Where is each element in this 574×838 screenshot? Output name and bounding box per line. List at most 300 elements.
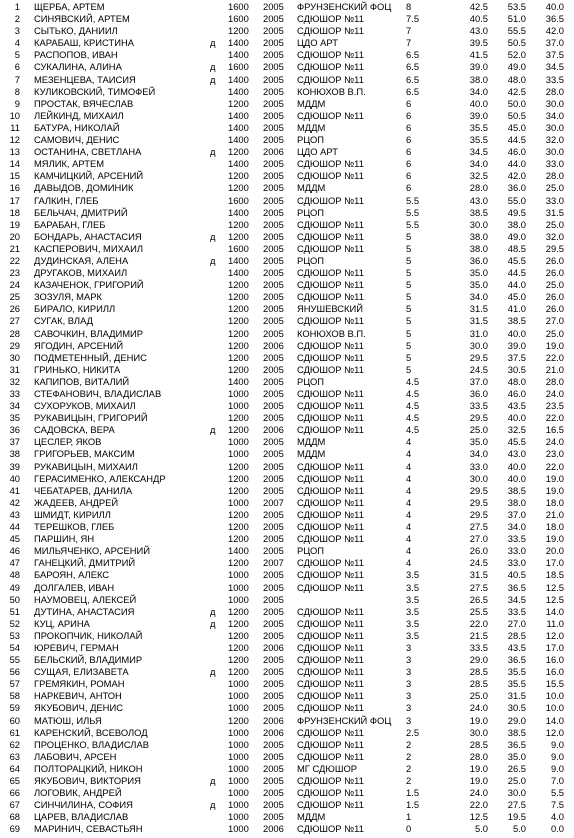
- table-row: [0, 473, 574, 485]
- tiebreak-1-cell: 24.0: [469, 702, 488, 714]
- player-name-cell: ГРЕМЯКИН, РОМАН: [34, 678, 125, 690]
- place-cell: 21: [9, 242, 20, 254]
- place-cell: 67: [9, 799, 20, 811]
- rating-cell: 1200: [228, 327, 249, 339]
- table-row: [0, 98, 574, 110]
- player-name-cell: КАРЕНСКИЙ, ВСЕВОЛОД: [34, 726, 148, 738]
- tiebreak-2-cell: 50.5: [507, 109, 526, 121]
- place-cell: 39: [9, 460, 20, 472]
- club-cell: РЦОП: [297, 206, 325, 218]
- rating-cell: 1400: [228, 37, 249, 49]
- player-name-cell: ЯКУБОВИЧ, ДЕНИС: [34, 702, 123, 714]
- club-cell: СДЮШОР №11: [297, 218, 364, 230]
- tiebreak-3-cell: 14.0: [545, 714, 564, 726]
- player-name-cell: САДОВСКА, ВЕРА: [34, 424, 115, 436]
- place-cell: 24: [9, 279, 20, 291]
- tiebreak-2-cell: 33.5: [507, 533, 526, 545]
- tiebreak-1-cell: 28.5: [469, 666, 488, 678]
- place-cell: 13: [9, 146, 20, 158]
- rating-cell: 1200: [228, 484, 249, 496]
- player-name-cell: КАСПЕРОВИЧ, МИХАИЛ: [34, 242, 144, 254]
- tiebreak-2-cell: 26.5: [507, 762, 526, 774]
- tiebreak-2-cell: 25.0: [507, 775, 526, 786]
- player-name-cell: РАСПОПОВ, ИВАН: [34, 49, 118, 61]
- club-cell: СДЮШОР №11: [297, 230, 364, 242]
- table-row: [0, 195, 574, 207]
- tiebreak-1-cell: 37.0: [469, 375, 488, 387]
- club-cell: КОНЮХОВ В.П.: [297, 85, 366, 97]
- rating-cell: 1000: [228, 738, 249, 750]
- tiebreak-2-cell: 34.0: [507, 521, 526, 533]
- place-cell: 63: [9, 750, 20, 762]
- tiebreak-1-cell: 34.0: [469, 85, 488, 97]
- player-name-cell: ЮРЕВИЧ, ГЕРМАН: [34, 641, 119, 653]
- tiebreak-3-cell: 34.5: [545, 61, 564, 73]
- club-cell: СДЮШОР №11: [297, 823, 364, 835]
- points-cell: 7: [406, 25, 412, 37]
- table-row: [0, 110, 574, 122]
- tiebreak-2-cell: 50.5: [507, 37, 526, 49]
- player-name-cell: ГАНЕЦКИЙ, ДМИТРИЙ: [34, 557, 136, 569]
- player-name-cell: СЫТЬКО, ДАНИИЛ: [34, 25, 118, 37]
- rating-cell: 1000: [228, 799, 249, 811]
- points-cell: 4: [406, 436, 412, 448]
- place-cell: 65: [9, 775, 20, 786]
- place-cell: 59: [9, 702, 20, 714]
- player-name-cell: БИРАЛО, КИРИЛЛ: [34, 303, 116, 315]
- tiebreak-1-cell: 30.0: [469, 726, 488, 738]
- rating-cell: 1200: [228, 25, 249, 37]
- tiebreak-2-cell: 40.0: [507, 327, 526, 339]
- rating-cell: 1200: [228, 97, 249, 109]
- table-row: [0, 122, 574, 134]
- points-cell: 5: [406, 363, 412, 375]
- tiebreak-2-cell: 45.5: [507, 254, 526, 266]
- tiebreak-2-cell: 35.0: [507, 750, 526, 762]
- table-row: [0, 170, 574, 182]
- table-row: [0, 400, 574, 412]
- tiebreak-3-cell: 18.0: [545, 496, 564, 508]
- player-name-cell: СУХОРУКОВ, МИХАИЛ: [34, 400, 136, 412]
- birth-year-cell: 2005: [263, 448, 284, 460]
- table-row: [0, 207, 574, 219]
- club-cell: РЦОП: [297, 134, 325, 146]
- table-row: [0, 811, 574, 823]
- club-cell: МДДМ: [297, 121, 326, 133]
- tiebreak-1-cell: 43.0: [469, 194, 488, 206]
- points-cell: 2: [406, 775, 412, 786]
- place-cell: 64: [9, 762, 20, 774]
- player-name-cell: БАРОЯН, АЛЕКС: [34, 569, 110, 581]
- tiebreak-1-cell: 19.0: [469, 714, 488, 726]
- tiebreak-2-cell: 39.0: [507, 339, 526, 351]
- club-cell: СДЮШОР №11: [297, 496, 364, 508]
- place-cell: 51: [9, 605, 20, 617]
- birth-year-cell: 2005: [263, 460, 284, 472]
- birth-year-cell: 2005: [263, 351, 284, 363]
- tiebreak-3-cell: 18.0: [545, 521, 564, 533]
- club-cell: СДЮШОР №11: [297, 412, 364, 424]
- table-row: [0, 739, 574, 751]
- player-name-cell: ЦЕСЛЕР, ЯКОВ: [34, 436, 102, 448]
- table-row: [0, 787, 574, 799]
- points-cell: 3.5: [406, 593, 420, 605]
- club-cell: МДДМ: [297, 97, 326, 109]
- rating-cell: 1200: [228, 654, 249, 666]
- place-cell: 42: [9, 496, 20, 508]
- place-cell: 2: [14, 13, 20, 25]
- table-row: [0, 654, 574, 666]
- place-cell: 12: [9, 134, 20, 146]
- player-name-cell: КАЗАЧЕНОК, ГРИГОРИЙ: [34, 279, 144, 291]
- tiebreak-1-cell: 34.5: [469, 146, 488, 158]
- table-row: [0, 49, 574, 61]
- club-cell: СДЮШОР №11: [297, 279, 364, 291]
- rating-cell: 1000: [228, 702, 249, 714]
- tiebreak-1-cell: 29.5: [469, 351, 488, 363]
- club-cell: СДЮШОР №11: [297, 49, 364, 61]
- player-name-cell: КАМЧИЦКИЙ, АРСЕНИЙ: [34, 170, 144, 182]
- birth-year-cell: 2005: [263, 569, 284, 581]
- tiebreak-1-cell: 12.5: [469, 811, 488, 823]
- points-cell: 6: [406, 158, 412, 170]
- birth-year-cell: 2005: [263, 412, 284, 424]
- birth-year-cell: 2005: [263, 400, 284, 412]
- club-cell: ЯНУШЕВСКИЙ: [297, 303, 363, 315]
- club-cell: СДЮШОР №11: [297, 799, 364, 811]
- player-name-cell: ДАВЫДОВ, ДОМИНИК: [34, 182, 134, 194]
- tiebreak-3-cell: 32.0: [545, 134, 564, 146]
- place-cell: 58: [9, 690, 20, 702]
- birth-year-cell: 2005: [263, 194, 284, 206]
- rating-cell: 1600: [228, 1, 249, 12]
- place-cell: 5: [14, 49, 20, 61]
- points-cell: 5: [406, 242, 412, 254]
- player-name-cell: ЛОГОВИК, АНДРЕЙ: [34, 787, 122, 799]
- rating-cell: 1200: [228, 363, 249, 375]
- table-row: [0, 86, 574, 98]
- club-cell: КОНЮХОВ В.П.: [297, 327, 366, 339]
- tiebreak-3-cell: 34.0: [545, 109, 564, 121]
- tiebreak-1-cell: 22.0: [469, 617, 488, 629]
- club-cell: СДЮШОР №11: [297, 726, 364, 738]
- tiebreak-3-cell: 9.0: [550, 750, 564, 762]
- gender-mark-cell: д: [210, 605, 216, 617]
- birth-year-cell: 2005: [263, 775, 284, 786]
- tiebreak-1-cell: 25.0: [469, 690, 488, 702]
- tiebreak-3-cell: 24.0: [545, 388, 564, 399]
- place-cell: 8: [14, 85, 20, 97]
- points-cell: 4: [406, 533, 412, 545]
- points-cell: 6: [406, 109, 412, 121]
- tiebreak-1-cell: 29.5: [469, 412, 488, 424]
- tiebreak-2-cell: 43.0: [507, 448, 526, 460]
- birth-year-cell: 2005: [263, 654, 284, 666]
- tiebreak-1-cell: 27.5: [469, 581, 488, 593]
- table-row: [0, 182, 574, 194]
- points-cell: 5: [406, 230, 412, 242]
- birth-year-cell: 2005: [263, 109, 284, 121]
- tiebreak-2-cell: 37.5: [507, 351, 526, 363]
- rating-cell: 1400: [228, 49, 249, 61]
- tiebreak-3-cell: 12.5: [545, 593, 564, 605]
- points-cell: 3: [406, 641, 412, 653]
- tiebreak-1-cell: 35.0: [469, 267, 488, 279]
- tiebreak-1-cell: 28.0: [469, 182, 488, 194]
- birth-year-cell: 2005: [263, 327, 284, 339]
- birth-year-cell: 2005: [263, 581, 284, 593]
- points-cell: 3.5: [406, 617, 420, 629]
- player-name-cell: МЕЗЕНЦЕВА, ТАИСИЯ: [34, 73, 136, 85]
- points-cell: 4.5: [406, 388, 420, 399]
- place-cell: 29: [9, 339, 20, 351]
- tiebreak-3-cell: 25.0: [545, 218, 564, 230]
- club-cell: СДЮШОР №11: [297, 194, 364, 206]
- tiebreak-3-cell: 31.5: [545, 206, 564, 218]
- rating-cell: 1600: [228, 61, 249, 73]
- points-cell: 3: [406, 666, 412, 678]
- table-row: [0, 557, 574, 569]
- club-cell: МДДМ: [297, 182, 326, 194]
- points-cell: 5: [406, 267, 412, 279]
- table-row: [0, 678, 574, 690]
- birth-year-cell: 2006: [263, 146, 284, 158]
- rating-cell: 1400: [228, 254, 249, 266]
- tiebreak-1-cell: 42.5: [469, 1, 488, 12]
- birth-year-cell: 2005: [263, 750, 284, 762]
- rating-cell: 1200: [228, 291, 249, 303]
- place-cell: 55: [9, 654, 20, 666]
- player-name-cell: ПРОКОПЧИК, НИКОЛАЙ: [34, 629, 143, 641]
- gender-mark-cell: д: [210, 424, 216, 436]
- tiebreak-3-cell: 0.0: [550, 823, 564, 835]
- tiebreak-2-cell: 19.5: [507, 811, 526, 823]
- tiebreak-1-cell: 28.0: [469, 750, 488, 762]
- points-cell: 4: [406, 496, 412, 508]
- birth-year-cell: 2005: [263, 254, 284, 266]
- rating-cell: 1200: [228, 170, 249, 182]
- club-cell: СДЮШОР №11: [297, 617, 364, 629]
- player-name-cell: ЖАДЕЕВ, АНДРЕЙ: [34, 496, 119, 508]
- player-name-cell: ГЕРАСИМЕНКО, АЛЕКСАНДР: [34, 472, 166, 484]
- points-cell: 5: [406, 279, 412, 291]
- tiebreak-2-cell: 38.0: [507, 218, 526, 230]
- points-cell: 1.5: [406, 799, 420, 811]
- points-cell: 4: [406, 448, 412, 460]
- birth-year-cell: 2005: [263, 49, 284, 61]
- points-cell: 3: [406, 654, 412, 666]
- tiebreak-1-cell: 24.5: [469, 363, 488, 375]
- tiebreak-2-cell: 32.5: [507, 424, 526, 436]
- points-cell: 6: [406, 97, 412, 109]
- place-cell: 27: [9, 315, 20, 327]
- table-row: [0, 315, 574, 327]
- player-name-cell: ПАРШИН, ЯН: [34, 533, 95, 545]
- club-cell: СДЮШОР №11: [297, 738, 364, 750]
- points-cell: 6.5: [406, 61, 420, 73]
- rating-cell: 1000: [228, 823, 249, 835]
- table-row: [0, 436, 574, 448]
- player-name-cell: ЛЕЙКИНД, МИХАИЛ: [34, 109, 124, 121]
- tiebreak-3-cell: 27.0: [545, 315, 564, 327]
- player-name-cell: ДРУГАКОВ, МИХАИЛ: [34, 267, 128, 279]
- birth-year-cell: 2005: [263, 279, 284, 291]
- tiebreak-3-cell: 19.0: [545, 472, 564, 484]
- rating-cell: 1400: [228, 73, 249, 85]
- player-name-cell: РУКАВИЦЫН, МИХАИЛ: [34, 460, 138, 472]
- club-cell: СДЮШОР №11: [297, 242, 364, 254]
- tiebreak-1-cell: 27.5: [469, 521, 488, 533]
- rating-cell: 1200: [228, 533, 249, 545]
- tiebreak-1-cell: 39.0: [469, 109, 488, 121]
- tiebreak-3-cell: 17.0: [545, 557, 564, 569]
- tiebreak-1-cell: 35.0: [469, 436, 488, 448]
- birth-year-cell: 2005: [263, 121, 284, 133]
- player-name-cell: БАТУРА, НИКОЛАЙ: [34, 121, 120, 133]
- table-row: [0, 412, 574, 424]
- tiebreak-3-cell: 22.0: [545, 351, 564, 363]
- tiebreak-2-cell: 33.0: [507, 545, 526, 557]
- tiebreak-3-cell: 40.0: [545, 1, 564, 12]
- player-name-cell: ГРИНЬКО, НИКИТА: [34, 363, 121, 375]
- tiebreak-3-cell: 23.5: [545, 400, 564, 412]
- tiebreak-3-cell: 12.5: [545, 581, 564, 593]
- rating-cell: 1200: [228, 351, 249, 363]
- tiebreak-3-cell: 28.0: [545, 85, 564, 97]
- player-name-cell: КАПИПОВ, ВИТАЛИЙ: [34, 375, 130, 387]
- birth-year-cell: 2005: [263, 37, 284, 49]
- player-name-cell: ГАЛКИН, ГЛЕБ: [34, 194, 99, 206]
- club-cell: МДДМ: [297, 436, 326, 448]
- tiebreak-3-cell: 20.0: [545, 545, 564, 557]
- table-row: [0, 509, 574, 521]
- tiebreak-3-cell: 16.0: [545, 654, 564, 666]
- tiebreak-2-cell: 38.5: [507, 484, 526, 496]
- tiebreak-3-cell: 7.0: [550, 775, 564, 786]
- place-cell: 36: [9, 424, 20, 436]
- place-cell: 53: [9, 629, 20, 641]
- club-cell: СДЮШОР №11: [297, 641, 364, 653]
- place-cell: 45: [9, 533, 20, 545]
- tiebreak-2-cell: 29.0: [507, 714, 526, 726]
- club-cell: СДЮШОР №11: [297, 424, 364, 436]
- tiebreak-3-cell: 9.0: [550, 762, 564, 774]
- birth-year-cell: 2005: [263, 617, 284, 629]
- place-cell: 25: [9, 291, 20, 303]
- player-name-cell: РУКАВИЦЫН, ГРИГОРИЙ: [34, 412, 148, 424]
- table-row: [0, 763, 574, 775]
- club-cell: СДЮШОР №11: [297, 569, 364, 581]
- tiebreak-2-cell: 55.5: [507, 25, 526, 37]
- club-cell: СДЮШОР №11: [297, 775, 364, 786]
- tiebreak-1-cell: 38.5: [469, 206, 488, 218]
- tiebreak-3-cell: 7.5: [550, 799, 564, 811]
- tiebreak-1-cell: 40.5: [469, 13, 488, 25]
- player-name-cell: МЯЛИК, АРТЕМ: [34, 158, 105, 170]
- table-row: [0, 13, 574, 25]
- table-row: [0, 485, 574, 497]
- table-row: [0, 61, 574, 73]
- birth-year-cell: 2005: [263, 690, 284, 702]
- player-name-cell: КАРАБАШ, КРИСТИНА: [34, 37, 134, 49]
- tiebreak-1-cell: 31.5: [469, 569, 488, 581]
- rating-cell: 1200: [228, 460, 249, 472]
- birth-year-cell: 2005: [263, 230, 284, 242]
- player-name-cell: ДОЛГАЛЕВ, ИВАН: [34, 581, 115, 593]
- tiebreak-3-cell: 26.0: [545, 303, 564, 315]
- place-cell: 54: [9, 641, 20, 653]
- tiebreak-3-cell: 32.0: [545, 230, 564, 242]
- place-cell: 35: [9, 412, 20, 424]
- birth-year-cell: 2005: [263, 762, 284, 774]
- tiebreak-2-cell: 28.5: [507, 629, 526, 641]
- place-cell: 47: [9, 557, 20, 569]
- birth-year-cell: 2005: [263, 533, 284, 545]
- birth-year-cell: 2005: [263, 97, 284, 109]
- tiebreak-3-cell: 30.0: [545, 121, 564, 133]
- tiebreak-3-cell: 10.0: [545, 702, 564, 714]
- tiebreak-2-cell: 27.0: [507, 617, 526, 629]
- place-cell: 66: [9, 787, 20, 799]
- place-cell: 61: [9, 726, 20, 738]
- place-cell: 38: [9, 448, 20, 460]
- table-row: [0, 630, 574, 642]
- rating-cell: 1000: [228, 569, 249, 581]
- club-cell: МГ СДЮШОР: [297, 762, 358, 774]
- place-cell: 23: [9, 267, 20, 279]
- club-cell: МДДМ: [297, 811, 326, 823]
- points-cell: 5.5: [406, 218, 420, 230]
- tiebreak-3-cell: 36.5: [545, 13, 564, 25]
- place-cell: 46: [9, 545, 20, 557]
- tiebreak-2-cell: 38.0: [507, 496, 526, 508]
- club-cell: РЦОП: [297, 375, 325, 387]
- rating-cell: 1200: [228, 412, 249, 424]
- place-cell: 44: [9, 521, 20, 533]
- tiebreak-1-cell: 28.5: [469, 678, 488, 690]
- table-row: [0, 74, 574, 86]
- gender-mark-cell: д: [210, 666, 216, 678]
- tiebreak-3-cell: 5.5: [550, 787, 564, 799]
- place-cell: 49: [9, 581, 20, 593]
- points-cell: 6: [406, 170, 412, 182]
- player-name-cell: СУКАЛИНА, АЛИНА: [34, 61, 122, 73]
- club-cell: СДЮШОР №11: [297, 787, 364, 799]
- player-name-cell: ОСТАНИНА, СВЕТЛАНА: [34, 146, 142, 158]
- club-cell: СДЮШОР №11: [297, 678, 364, 690]
- table-row: [0, 376, 574, 388]
- rating-cell: 1600: [228, 242, 249, 254]
- points-cell: 5: [406, 291, 412, 303]
- rating-cell: 1000: [228, 762, 249, 774]
- tiebreak-1-cell: 33.5: [469, 641, 488, 653]
- place-cell: 4: [14, 37, 20, 49]
- place-cell: 57: [9, 678, 20, 690]
- rating-cell: 1000: [228, 581, 249, 593]
- tiebreak-1-cell: 28.5: [469, 738, 488, 750]
- rating-cell: 1000: [228, 726, 249, 738]
- birth-year-cell: 2005: [263, 811, 284, 823]
- points-cell: 3: [406, 678, 412, 690]
- tiebreak-2-cell: 35.5: [507, 678, 526, 690]
- place-cell: 41: [9, 484, 20, 496]
- rating-cell: 1200: [228, 146, 249, 158]
- club-cell: РЦОП: [297, 254, 325, 266]
- tiebreak-2-cell: 44.0: [507, 158, 526, 170]
- club-cell: ФРУНЗЕНСКИЙ ФОЦ: [297, 714, 392, 726]
- club-cell: СДЮШОР №11: [297, 484, 364, 496]
- tiebreak-3-cell: 16.0: [545, 666, 564, 678]
